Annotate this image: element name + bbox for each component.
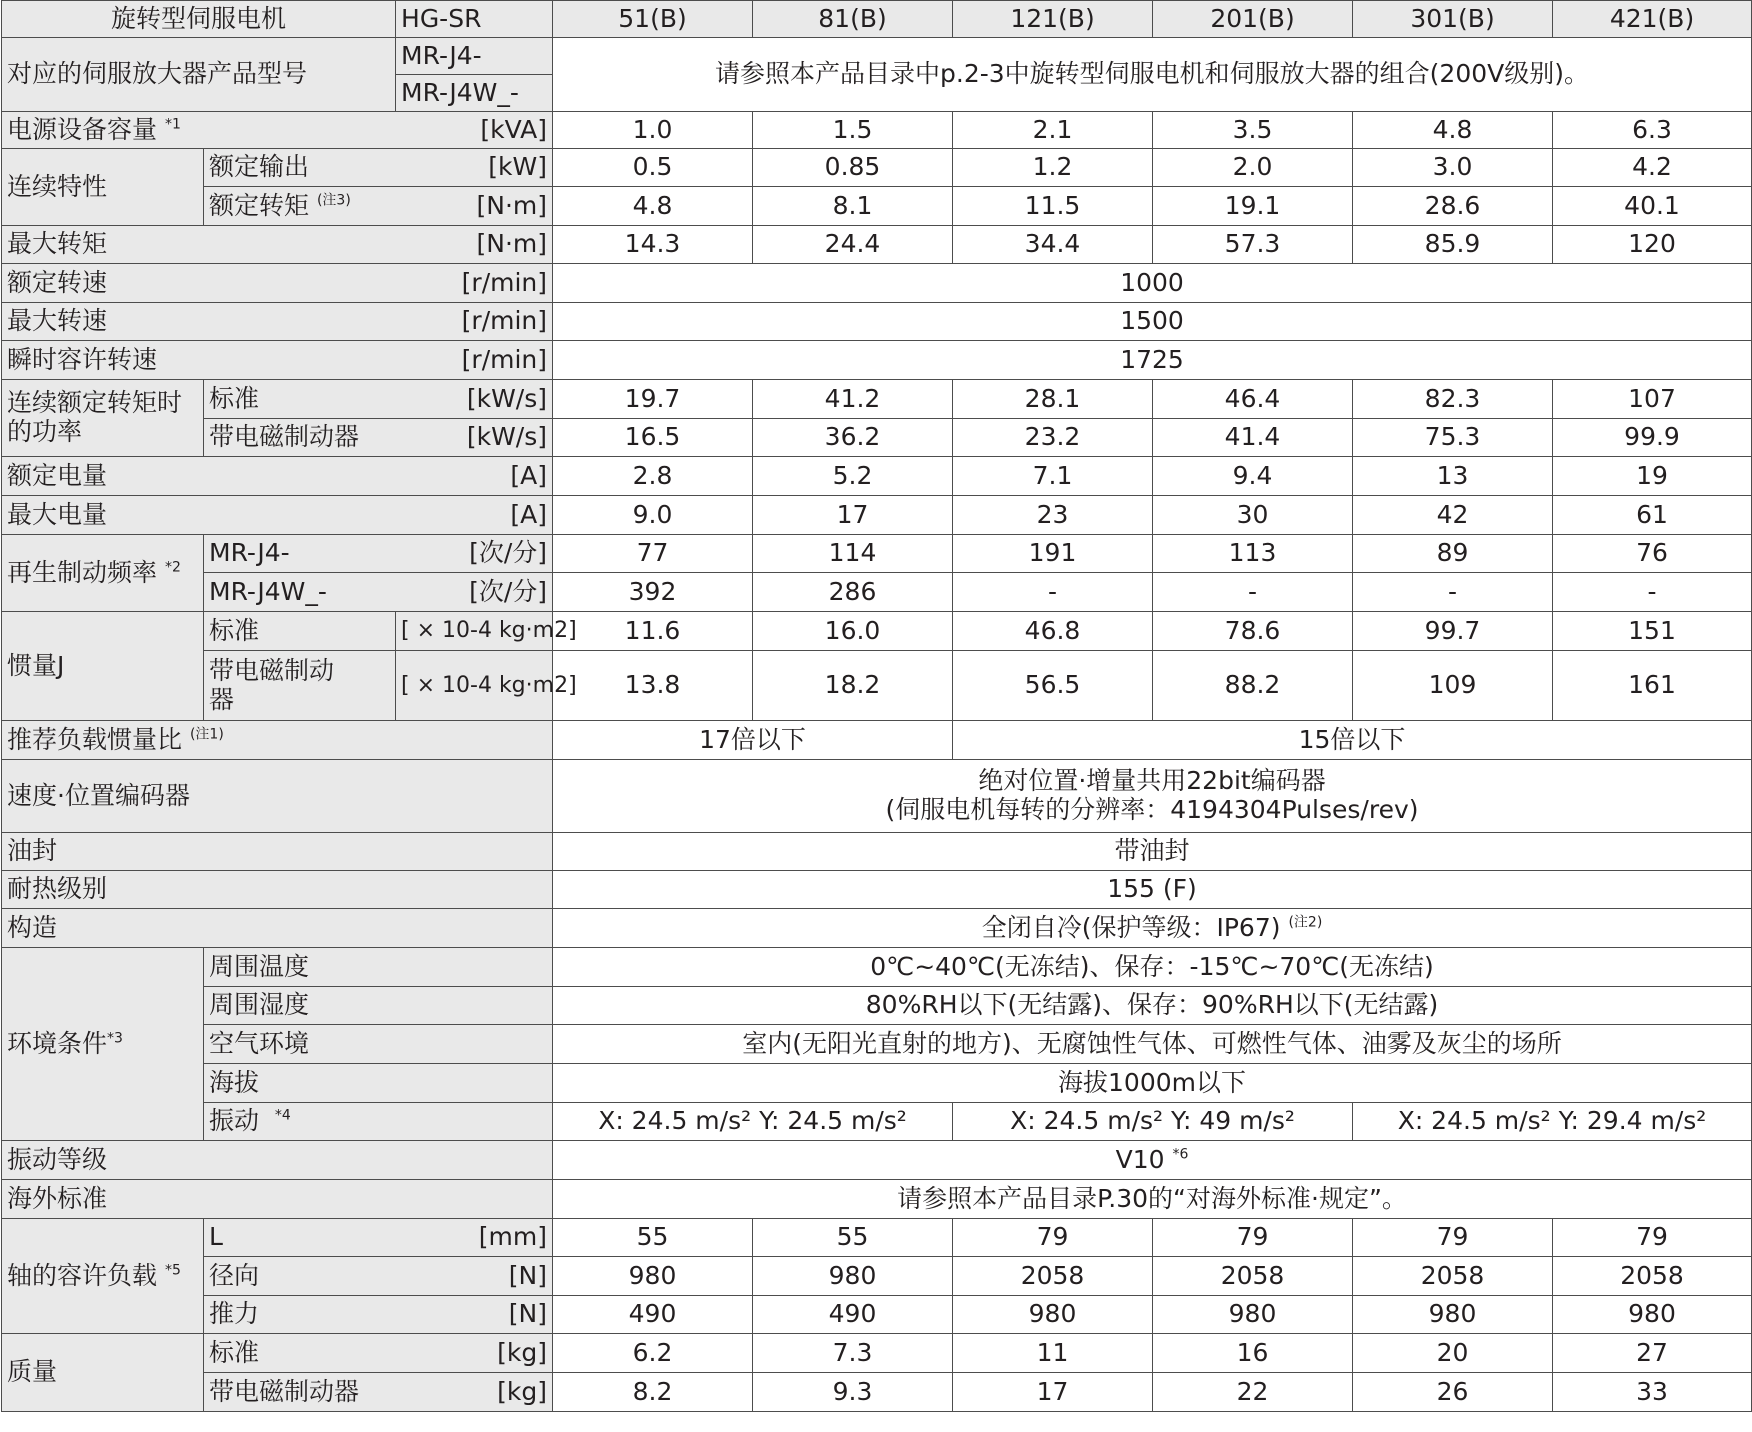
rated-speed-label: 额定转速 [7, 267, 108, 297]
value-cell: 19.1 [1153, 187, 1353, 226]
inertia-standard-row [2, 612, 1752, 651]
value-cell: 9.0 [553, 496, 753, 535]
value-cell: 13.8 [553, 651, 753, 721]
value-cell: 4.2 [1553, 149, 1752, 187]
note: *2 [164, 559, 181, 576]
value-cell: 4.8 [553, 187, 753, 226]
unit: [kg] [497, 1337, 548, 1367]
note: (注2) [1288, 914, 1323, 931]
max-torque-label: 最大转矩 [7, 229, 108, 259]
shaft-load-label: 轴的容许负载 [7, 1260, 158, 1290]
model-cell: 201(B) [1153, 1, 1353, 38]
value-cell: - [1553, 573, 1752, 612]
inertia-brake-unit: [ × 10-4 kg·m2] [396, 651, 553, 721]
value-cell: 17 [953, 1373, 1153, 1412]
unit: [A] [510, 499, 548, 529]
value-cell: 109 [1353, 651, 1553, 721]
value-cell: 55 [553, 1219, 753, 1257]
rated-output-label: 额定输出 [209, 152, 310, 182]
value-cell: 14.3 [553, 226, 753, 264]
model-cell: 51(B) [553, 1, 753, 38]
unit: [kW/s] [466, 422, 548, 452]
shaft-L-label: L [209, 1222, 223, 1252]
amp-label: 对应的伺服放大器产品型号 [2, 38, 396, 112]
continuous-label: 连续特性 [2, 149, 204, 226]
inertia-brake-row [2, 651, 1752, 721]
max-speed-label: 最大转速 [7, 306, 108, 336]
unit: [r/min] [461, 306, 548, 336]
note: (注1) [189, 726, 224, 743]
shaft-radial-row [2, 1257, 1752, 1296]
value-cell: 490 [753, 1296, 953, 1334]
rated-speed-row [2, 264, 1752, 303]
standards-label: 海外标准 [2, 1180, 553, 1219]
shaft-radial-label: 径向 [209, 1260, 260, 1290]
header-row [2, 1, 1752, 38]
inertia-standard-label: 标准 [204, 612, 396, 651]
rated-torque-row [2, 187, 1752, 226]
value-cell: 85.9 [1353, 226, 1553, 264]
ambient-humidity-row [2, 987, 1752, 1025]
amp-row [2, 38, 1752, 75]
value-cell: X: 24.5 m/s² Y: 24.5 m/s² [553, 1103, 953, 1141]
unit: [kVA] [480, 114, 548, 144]
value-cell: 151 [1553, 612, 1752, 651]
unit: [次/分] [469, 538, 548, 568]
structure-value: 全闭自冷(保护等级：IP67) [981, 912, 1281, 942]
value-cell: 23.2 [953, 419, 1153, 457]
value-cell: 2058 [1553, 1257, 1752, 1296]
insulation-value: 155 (F) [553, 871, 1752, 909]
value-cell: 2.1 [953, 112, 1153, 149]
altitude-value: 海拔1000m以下 [553, 1064, 1752, 1103]
load-inertia-row [2, 721, 1752, 760]
value-cell: 7.1 [953, 457, 1153, 496]
instant-speed-row [2, 341, 1752, 380]
value-cell: 36.2 [753, 419, 953, 457]
value-cell: 980 [1353, 1296, 1553, 1334]
vibration-row [2, 1103, 1752, 1141]
max-torque-row [2, 226, 1752, 264]
model-cell: 301(B) [1353, 1, 1553, 38]
value-cell: 78.6 [1153, 612, 1353, 651]
vibration-rank-row [2, 1141, 1752, 1180]
value-cell: 286 [753, 573, 953, 612]
value-cell: 34.4 [953, 226, 1153, 264]
value-cell: 79 [1553, 1219, 1752, 1257]
rated-speed-value: 1000 [553, 264, 1752, 303]
unit: [r/min] [461, 344, 548, 374]
value-cell: 980 [1553, 1296, 1752, 1334]
value-cell: 8.2 [553, 1373, 753, 1412]
value-cell: X: 24.5 m/s² Y: 29.4 m/s² [1353, 1103, 1752, 1141]
value-cell: 6.2 [553, 1334, 753, 1373]
vibration-label: 振动 [209, 1106, 260, 1136]
value-cell: 82.3 [1353, 380, 1553, 419]
value-cell: 27 [1553, 1334, 1752, 1373]
unit: [N·m] [476, 190, 548, 220]
value-cell: 19 [1553, 457, 1752, 496]
power-rate-brake-row [2, 419, 1752, 457]
model-cell: 121(B) [953, 1, 1153, 38]
power-capacity-row [2, 112, 1752, 149]
max-speed-row [2, 303, 1752, 341]
note: *3 [107, 1030, 123, 1047]
value-cell: 57.3 [1153, 226, 1353, 264]
environment-label: 环境条件 [7, 1028, 108, 1058]
amp-value: 请参照本产品目录中p.2-3中旋转型伺服电机和伺服放大器的组合(200V级别)。 [553, 38, 1752, 112]
note: *1 [164, 116, 181, 133]
inertia-brake-label: 带电磁制动器 [204, 651, 396, 721]
value-cell: 40.1 [1553, 187, 1752, 226]
value-cell: 9.4 [1153, 457, 1353, 496]
value-cell: 30 [1153, 496, 1353, 535]
instant-speed-label: 瞬时容许转速 [7, 344, 158, 374]
value-cell: - [1353, 573, 1553, 612]
value-cell: 107 [1553, 380, 1752, 419]
value-cell: 55 [753, 1219, 953, 1257]
value-cell: 20 [1353, 1334, 1553, 1373]
structure-label: 构造 [2, 909, 553, 948]
value-cell: 61 [1553, 496, 1752, 535]
amp-sub2: MR-J4W_- [396, 75, 553, 112]
mass-standard-label: 标准 [209, 1337, 260, 1367]
unit: [次/分] [469, 576, 548, 606]
value-cell: 1.5 [753, 112, 953, 149]
value-cell: 42 [1353, 496, 1553, 535]
rated-torque-label: 额定转矩 [209, 190, 310, 220]
encoder-line-1: 绝对位置·增量共用22bit编码器 [978, 766, 1326, 796]
value-cell: 9.3 [753, 1373, 953, 1412]
value-cell: 79 [1353, 1219, 1553, 1257]
value-cell: 2058 [1153, 1257, 1353, 1296]
value-cell: 33 [1553, 1373, 1752, 1412]
value-cell: 89 [1353, 535, 1553, 573]
mass-brake-row [2, 1373, 1752, 1412]
value-cell: 11 [953, 1334, 1153, 1373]
value-cell: 3.0 [1353, 149, 1553, 187]
value-cell: 16.0 [753, 612, 953, 651]
oil-seal-label: 油封 [2, 833, 553, 871]
value-cell: 77 [553, 535, 753, 573]
regen-j4-label: MR-J4- [209, 538, 290, 568]
value-cell: 15倍以下 [953, 721, 1752, 760]
value-cell: 28.6 [1353, 187, 1553, 226]
value-cell: 0.5 [553, 149, 753, 187]
value-cell: 28.1 [953, 380, 1153, 419]
value-cell: 99.7 [1353, 612, 1553, 651]
spec-table [1, 0, 1752, 1412]
inertia-standard-unit: [ × 10-4 kg·m2] [396, 612, 553, 651]
standards-row [2, 1180, 1752, 1219]
unit: [N] [508, 1260, 548, 1290]
note: *5 [164, 1262, 181, 1279]
value-cell: 22 [1153, 1373, 1353, 1412]
altitude-label: 海拔 [204, 1064, 553, 1103]
regen-j4w-row [2, 573, 1752, 612]
value-cell: 46.4 [1153, 380, 1353, 419]
shaft-thrust-row [2, 1296, 1752, 1334]
unit: [N] [508, 1299, 548, 1329]
note: *6 [1172, 1146, 1189, 1163]
ambient-temp-label: 周围温度 [204, 948, 553, 987]
value-cell: 56.5 [953, 651, 1153, 721]
mass-standard-row [2, 1334, 1752, 1373]
value-cell: 75.3 [1353, 419, 1553, 457]
standards-value: 请参照本产品目录P.30的“对海外标准·规定”。 [553, 1180, 1752, 1219]
value-cell: X: 24.5 m/s² Y: 49 m/s² [953, 1103, 1353, 1141]
atmosphere-row [2, 1025, 1752, 1064]
value-cell: 7.3 [753, 1334, 953, 1373]
oil-seal-value: 带油封 [553, 833, 1752, 871]
oil-seal-row [2, 833, 1752, 871]
vibration-rank-label: 振动等级 [2, 1141, 553, 1180]
value-cell: 980 [553, 1257, 753, 1296]
value-cell: 41.2 [753, 380, 953, 419]
unit: [A] [510, 460, 548, 490]
structure-row [2, 909, 1752, 948]
encoder-label: 速度·位置编码器 [2, 760, 553, 833]
value-cell: 11.6 [553, 612, 753, 651]
value-cell: - [953, 573, 1153, 612]
value-cell: 980 [953, 1296, 1153, 1334]
value-cell: 392 [553, 573, 753, 612]
unit: [N·m] [476, 229, 548, 259]
value-cell: - [1153, 573, 1353, 612]
unit: [kW/s] [466, 383, 548, 413]
inertia-label: 惯量J [2, 612, 204, 721]
value-cell: 980 [753, 1257, 953, 1296]
value-cell: 18.2 [753, 651, 953, 721]
regen-j4-row [2, 535, 1752, 573]
value-cell: 79 [1153, 1219, 1353, 1257]
atmosphere-label: 空气环境 [204, 1025, 553, 1064]
altitude-row [2, 1064, 1752, 1103]
value-cell: 11.5 [953, 187, 1153, 226]
value-cell: 1.0 [553, 112, 753, 149]
vibration-rank-value: V10 [1115, 1144, 1165, 1174]
value-cell: 980 [1153, 1296, 1353, 1334]
ambient-humidity-label: 周围湿度 [204, 987, 553, 1025]
atmosphere-value: 室内(无阳光直射的地方)、无腐蚀性气体、可燃性气体、油雾及灰尘的场所 [553, 1025, 1752, 1064]
value-cell: 41.4 [1153, 419, 1353, 457]
shaft-thrust-label: 推力 [209, 1299, 260, 1329]
value-cell: 17 [753, 496, 953, 535]
unit: [mm] [478, 1222, 548, 1252]
encoder-line-2: (伺服电机每转的分辨率：4194304Pulses/rev) [885, 795, 1419, 824]
value-cell: 113 [1153, 535, 1353, 573]
max-current-row [2, 496, 1752, 535]
mass-brake-label: 带电磁制动器 [209, 1376, 360, 1406]
shaft-L-row [2, 1219, 1752, 1257]
insulation-row [2, 871, 1752, 909]
value-cell: 13 [1353, 457, 1553, 496]
value-cell: 24.4 [753, 226, 953, 264]
rated-current-row [2, 457, 1752, 496]
power-rate-label-2: 的功率 [7, 417, 83, 446]
value-cell: 191 [953, 535, 1153, 573]
value-cell: 79 [953, 1219, 1153, 1257]
value-cell: 0.85 [753, 149, 953, 187]
value-cell: 1.2 [953, 149, 1153, 187]
value-cell: 120 [1553, 226, 1752, 264]
regen-label: 再生制动频率 [7, 557, 158, 587]
regen-j4w-label: MR-J4W_- [209, 576, 327, 606]
value-cell: 99.9 [1553, 419, 1752, 457]
power-rate-standard-row [2, 380, 1752, 419]
value-cell: 3.5 [1153, 112, 1353, 149]
instant-speed-value: 1725 [553, 341, 1752, 380]
note: (注3) [316, 192, 351, 209]
unit: [kg] [497, 1376, 548, 1406]
encoder-row [2, 760, 1752, 833]
ambient-temp-value: 0℃~40℃(无冻结)、保存：-15℃~70℃(无冻结) [553, 948, 1752, 987]
model-cell: 421(B) [1553, 1, 1752, 38]
mass-label: 质量 [2, 1334, 204, 1412]
amp-sub1: MR-J4- [396, 38, 553, 75]
power-rate-brake-label: 带电磁制动器 [209, 422, 360, 452]
power-capacity-label: 电源设备容量 [7, 114, 158, 144]
ambient-temp-row [2, 948, 1752, 987]
value-cell: 8.1 [753, 187, 953, 226]
value-cell: 2058 [1353, 1257, 1553, 1296]
value-cell: 490 [553, 1296, 753, 1334]
ambient-humidity-value: 80%RH以下(无结露)、保存：90%RH以下(无结露) [553, 987, 1752, 1025]
note: *4 [274, 1107, 291, 1124]
header-series: HG-SR [396, 1, 553, 38]
value-cell: 2.8 [553, 457, 753, 496]
value-cell: 2.0 [1153, 149, 1353, 187]
value-cell: 88.2 [1153, 651, 1353, 721]
value-cell: 2058 [953, 1257, 1153, 1296]
load-inertia-label: 推荐负载惯量比 [7, 724, 183, 754]
unit: [r/min] [461, 267, 548, 297]
unit: [kW] [488, 152, 548, 182]
value-cell: 46.8 [953, 612, 1153, 651]
header-label: 旋转型伺服电机 [2, 1, 396, 38]
value-cell: 76 [1553, 535, 1752, 573]
value-cell: 26 [1353, 1373, 1553, 1412]
value-cell: 5.2 [753, 457, 953, 496]
value-cell: 161 [1553, 651, 1752, 721]
rated-current-label: 额定电量 [7, 460, 108, 490]
value-cell: 4.8 [1353, 112, 1553, 149]
rated-output-row [2, 149, 1752, 187]
power-rate-label-1: 连续额定转矩时 [7, 388, 183, 418]
max-speed-value: 1500 [553, 303, 1752, 341]
max-current-label: 最大电量 [7, 499, 108, 529]
value-cell: 17倍以下 [553, 721, 953, 760]
power-rate-standard-label: 标准 [209, 383, 260, 413]
value-cell: 114 [753, 535, 953, 573]
model-cell: 81(B) [753, 1, 953, 38]
value-cell: 16 [1153, 1334, 1353, 1373]
value-cell: 19.7 [553, 380, 753, 419]
insulation-label: 耐热级别 [2, 871, 553, 909]
value-cell: 23 [953, 496, 1153, 535]
value-cell: 6.3 [1553, 112, 1752, 149]
value-cell: 16.5 [553, 419, 753, 457]
